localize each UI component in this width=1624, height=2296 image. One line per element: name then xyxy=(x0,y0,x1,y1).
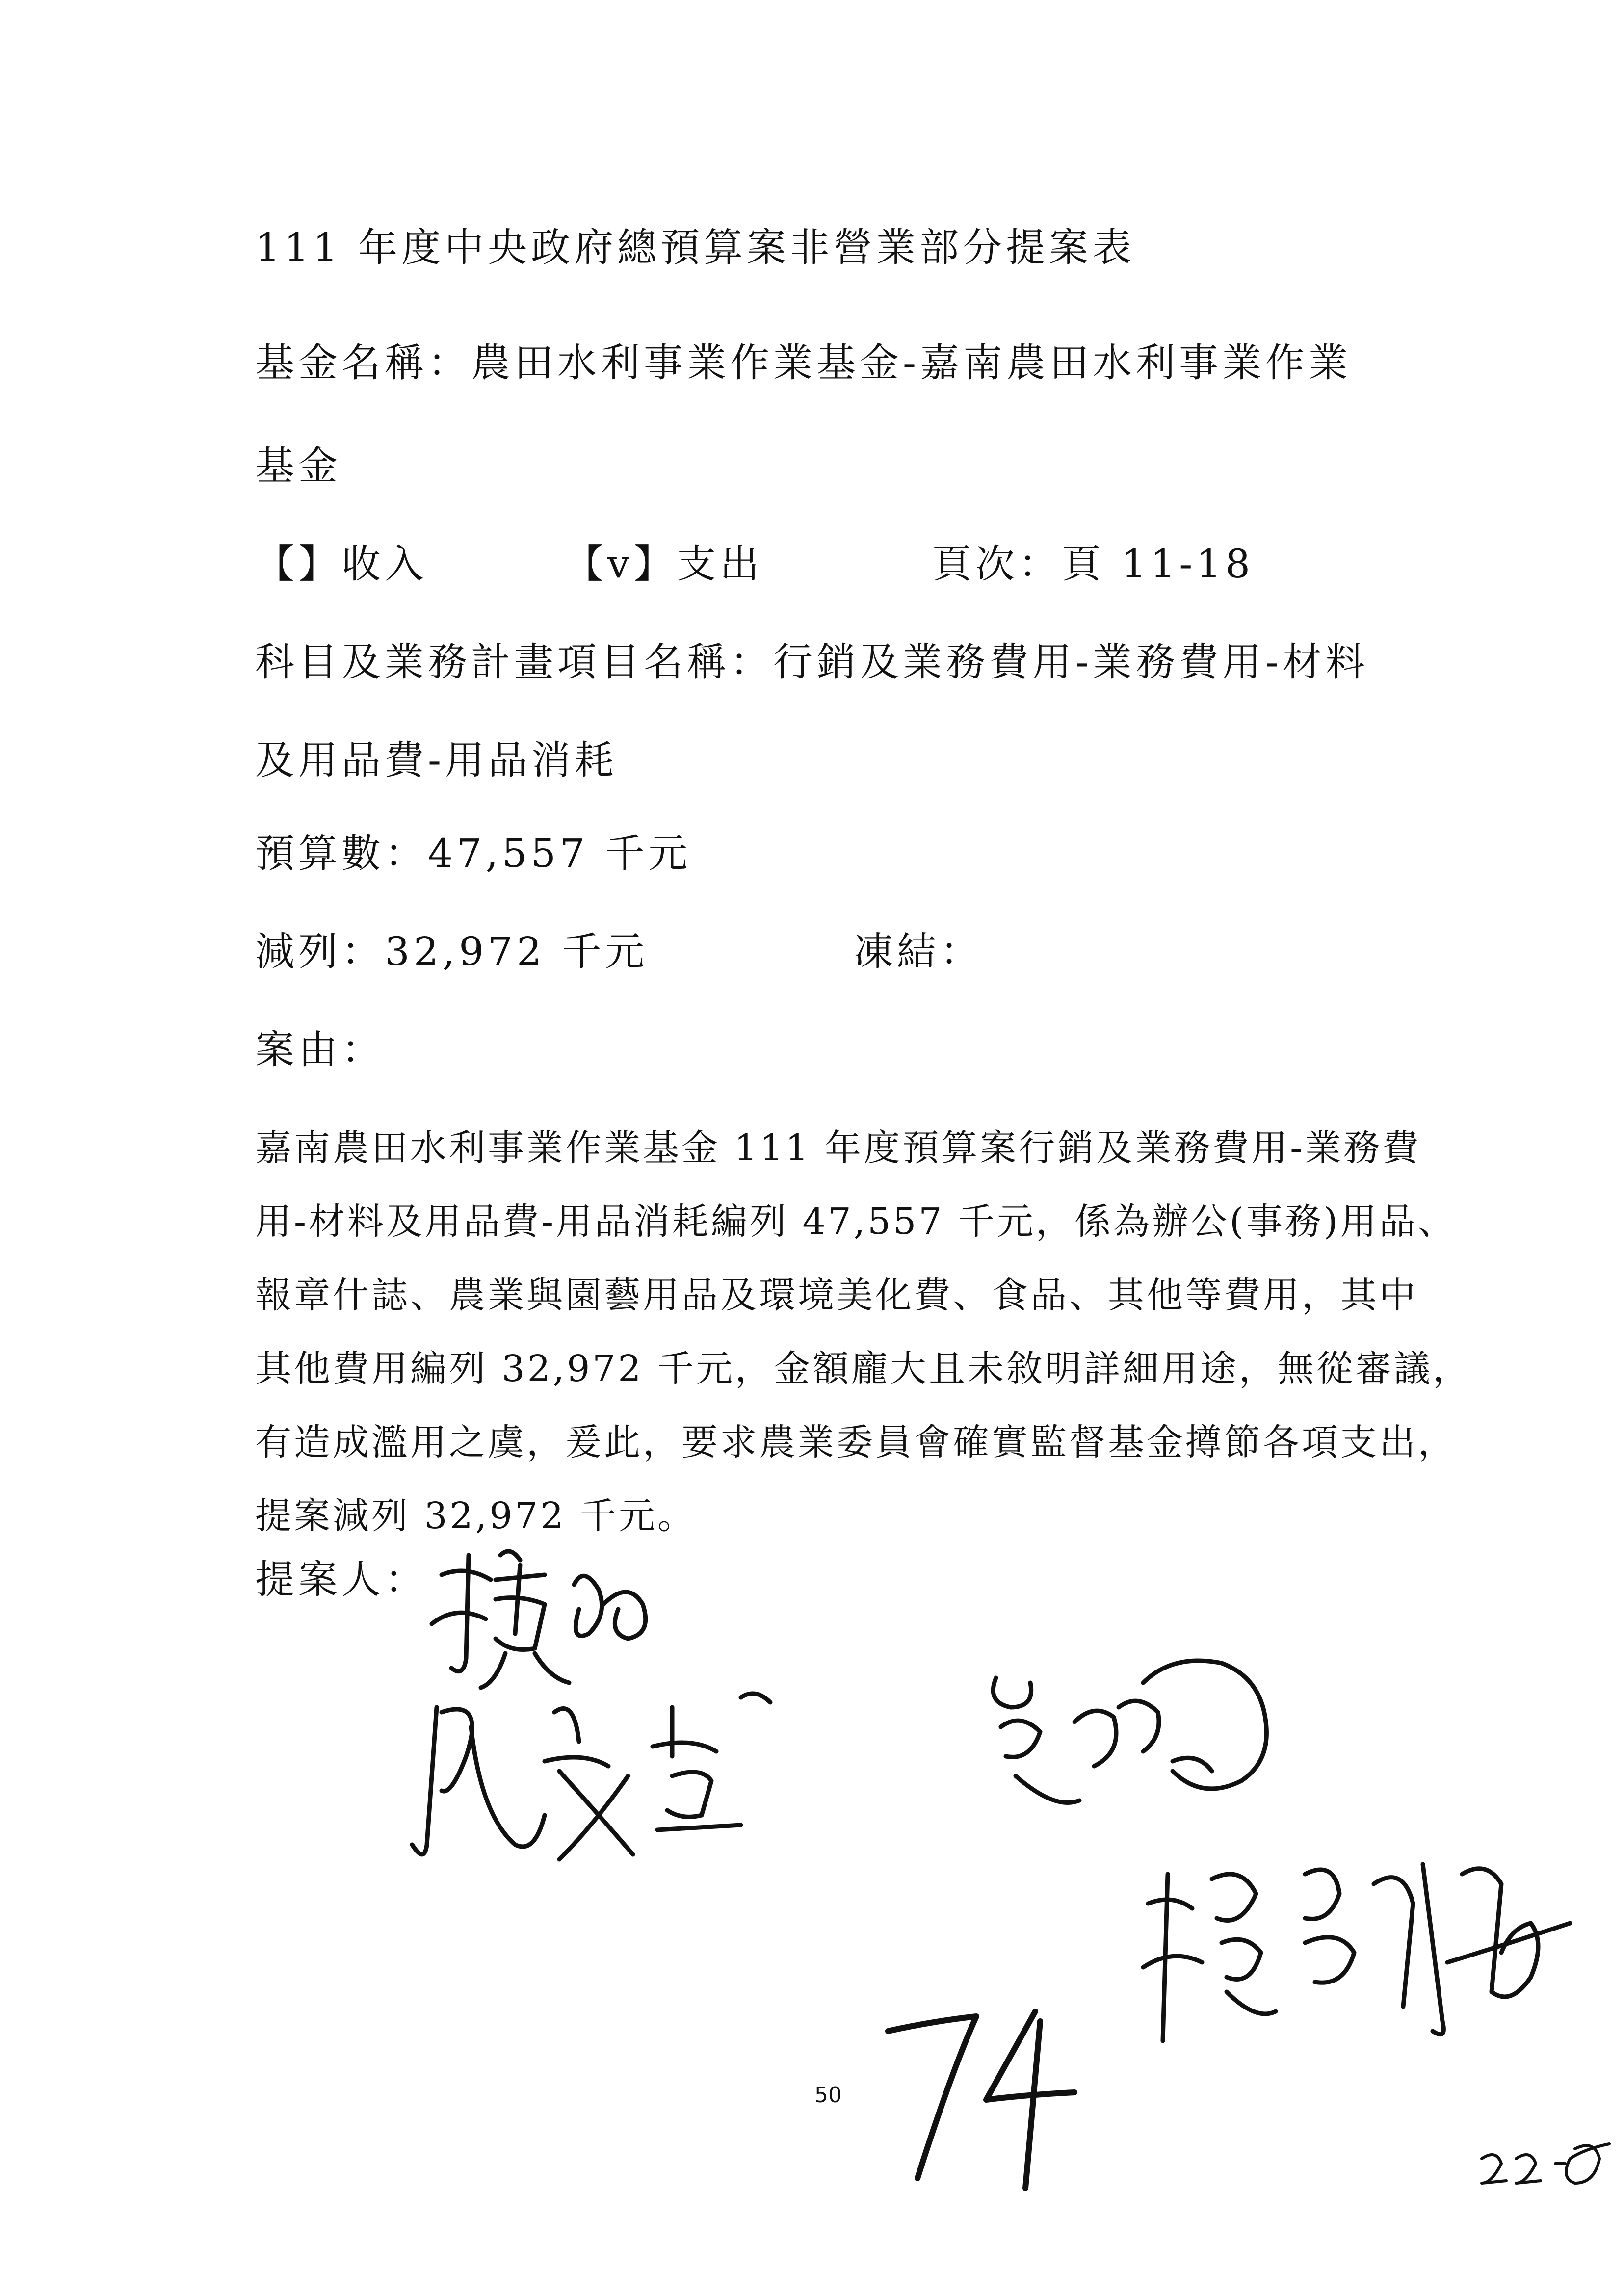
fund-name-line-1: 基金名稱：農田水利事業作業基金-嘉南農田水利事業作業 xyxy=(255,340,1352,386)
freeze-label: 凍結： xyxy=(854,929,983,974)
expense-checkbox-label: 【v】支出 xyxy=(564,541,763,587)
reason-text-line: 其他費用編列 32,972 千元，金額龐大且未敘明詳細用途，無從審議， xyxy=(255,1348,1471,1390)
document-title: 111 年度中央政府總預算案非營業部分提案表 xyxy=(255,225,1136,270)
reason-text-line: 有造成濫用之虞，爰此，要求農業委員會確實監督基金撙節各項支出， xyxy=(255,1421,1457,1463)
signature-4 xyxy=(1128,1845,1599,2051)
reason-text-line: 用-材料及用品費-用品消耗編列 47,557 千元，係為辦公(事務)用品、 xyxy=(255,1200,1457,1243)
reason-text-line: 提案減列 32,972 千元。 xyxy=(255,1495,696,1537)
signature-2 xyxy=(397,1668,800,1874)
reason-text-line: 嘉南農田水利事業作業基金 111 年度預算案行銷及業務費用-業務費 xyxy=(255,1127,1421,1169)
signature-3 xyxy=(967,1653,1310,1859)
subject-line-1: 科目及業務計畫項目名稱：行銷及業務費用-業務費用-材料 xyxy=(255,639,1369,685)
proposer-label: 提案人： xyxy=(255,1557,428,1602)
page-number: 50 xyxy=(814,2083,842,2108)
cut-amount: 減列：32,972 千元 xyxy=(255,929,649,974)
budget-amount: 預算數：47,557 千元 xyxy=(255,831,692,876)
reason-label: 案由： xyxy=(255,1027,385,1072)
income-checkbox-label: 【】收入 xyxy=(255,541,428,587)
reason-text-line: 報章什誌、農業與園藝用品及環境美化費、食品、其他等費用，其中 xyxy=(255,1274,1418,1316)
fund-name-line-2: 基金 xyxy=(255,443,341,489)
page-reference: 頁次：頁 11-18 xyxy=(932,541,1255,587)
corner-handwritten-mark xyxy=(1472,2129,1619,2208)
handwritten-number-74 xyxy=(878,2002,1084,2188)
subject-line-2: 及用品費-用品消耗 xyxy=(255,737,618,783)
